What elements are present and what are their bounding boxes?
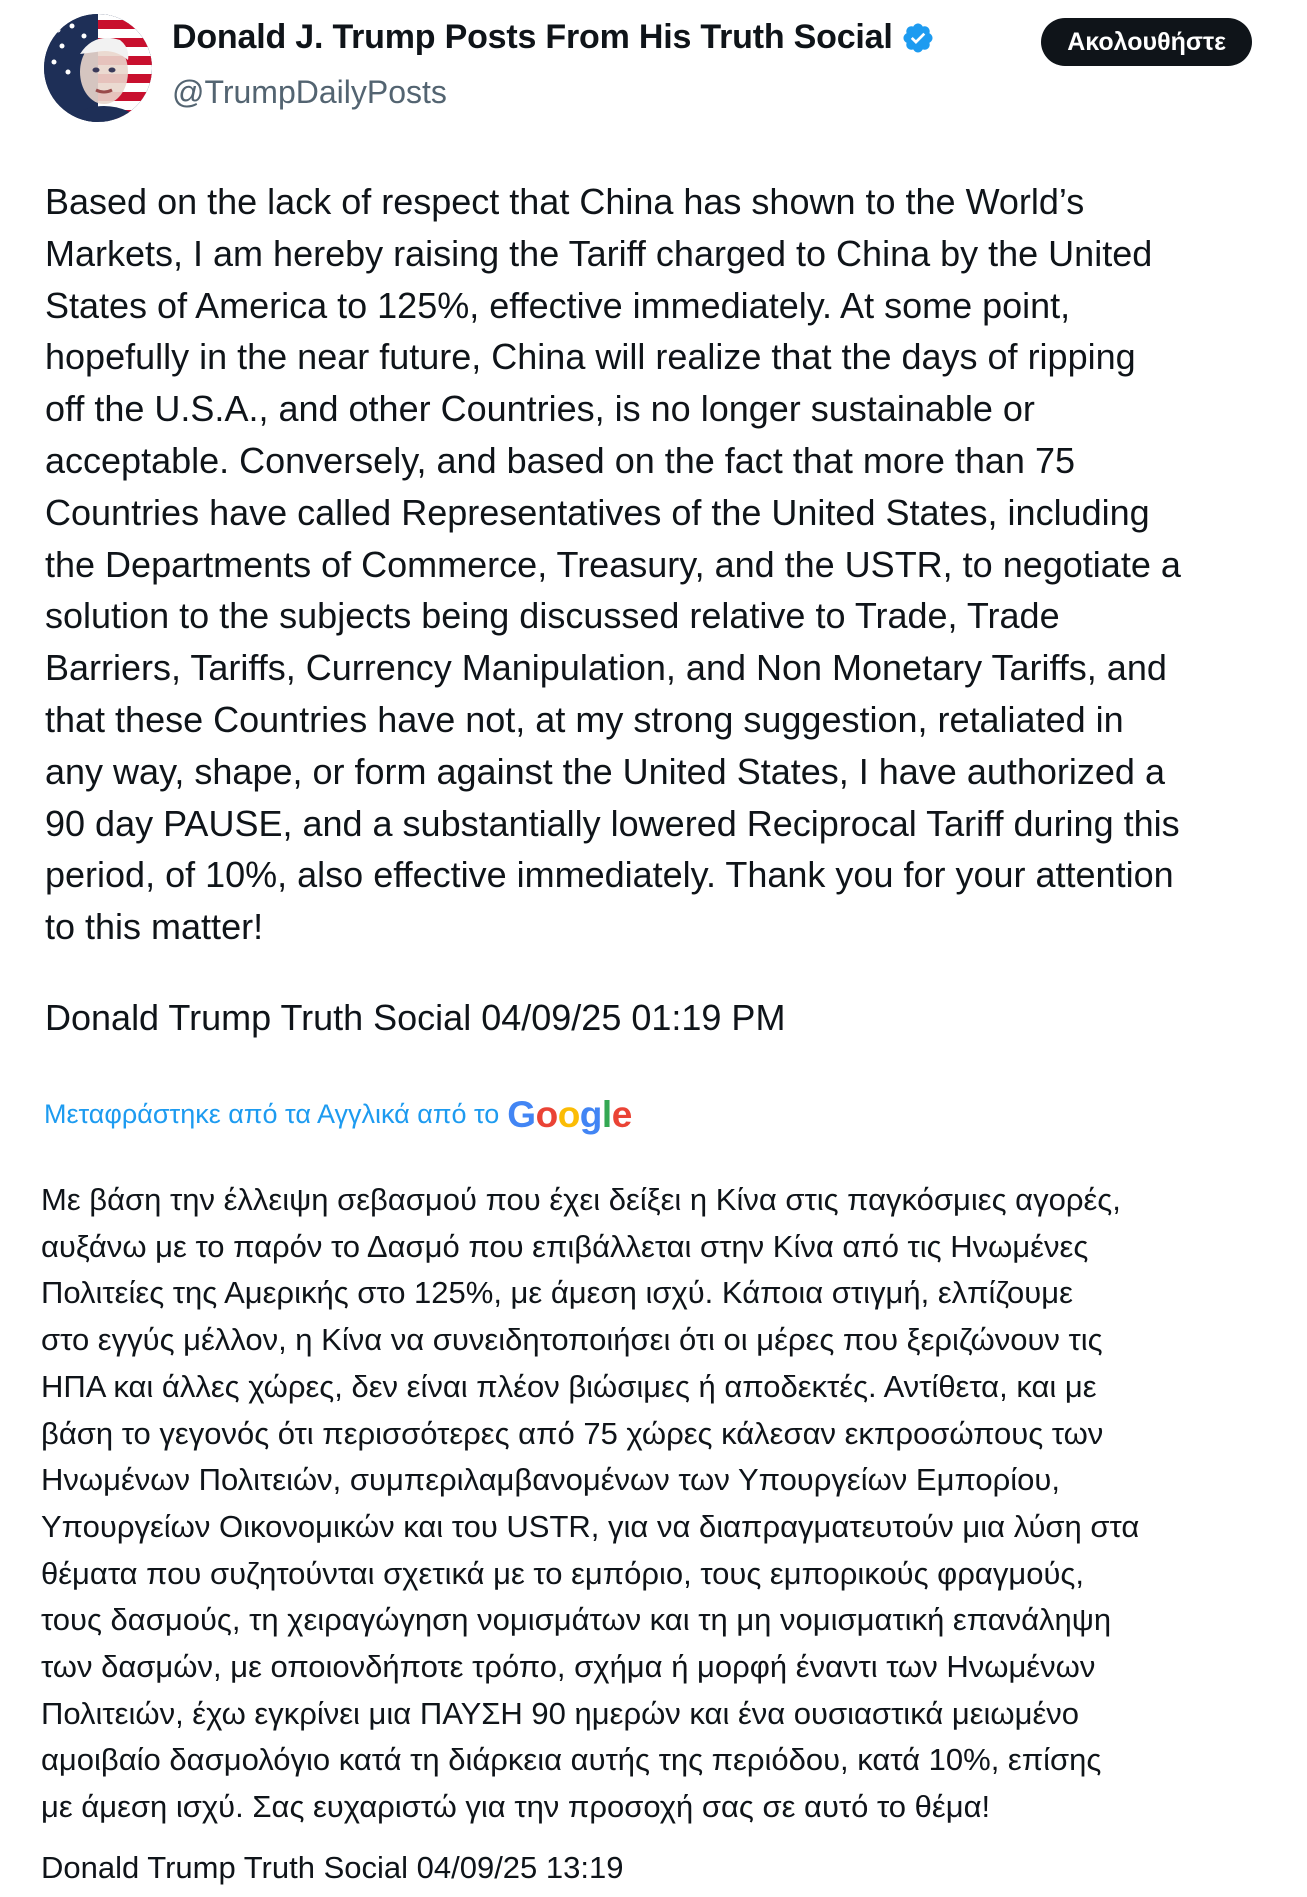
follow-button[interactable]: Ακολουθήστε <box>1041 18 1252 66</box>
translated-post-text: Με βάση την έλλειψη σεβασμού που έχει δείξει η Κίνα στις παγκόσμιες αγορές, αυξάνω με το παρόν το Δασμό που επιβάλλεται στην Κίνα από τις Ηνωμένες Πολιτείες της Αμερικής στο 125%, με άμεση ισχύ. Κάποια στιγμή, ελπίζουμε στο εγγύς μέλλον, η Κίνα να συνειδητοποιήσει ότι οι μέρες που ξεριζώνουν τις ΗΠΑ και άλλες χώρες, δεν είναι πλέον βιώσιμες ή αποδεκτές. Αντίθετα, και με βάση το γεγονός ότι περισσότερες από 75 χώρες κάλεσαν εκπροσώπους των Ηνωμένων Πολιτειών, συμπεριλαμβανομένων των Υπουργείων Εμπορίου, Υπουργείων Οικονομικών και του USTR, για να διαπραγματευτούν μια λύση στα θέματα που συζητούνται σχετικά με το εμπόριο, τους εμπορικούς φραγμούς, τους δασμούς, τη χειραγώγηση νομισμάτων και τη μη νομισματική επανάληψη των δασμών, με οποιονδήποτε τρόπο, σχήμα ή μορφή έναντι των Ηνωμένων Πολιτειών, έχω εγκρίνει μια ΠΑΥΣΗ 90 ημερών και ένα ουσιαστικά μειωμένο αμοιβαίο δασμολόγιο κατά τη διάρκεια αυτής της περιόδου, κατά 10%, επίσης με άμεση ισχύ. Σας ευχαριστώ για την προσοχή σας σε αυτό το θέμα! <box>41 1182 1140 1825</box>
post-signature: Donald Trump Truth Social 04/09/25 01:19 PM <box>45 997 786 1038</box>
avatar-flag-portrait-icon <box>44 14 152 122</box>
google-logo-icon: Google <box>507 1094 632 1135</box>
translated-signature: Donald Trump Truth Social 04/09/25 13:19 <box>41 1850 624 1885</box>
post-body-text: Based on the lack of respect that China has shown to the World’s Markets, I am hereby raising the Tariff charged to China by the United States of America to 125%, effective immediately. At some point, hopefully in the near future, China will realize that the days of ripping off the U.S.A., and other Countries, is no longer sustainable or acceptable. Conversely, and based on the fact that more than 75 Countries have called Representatives of the United States, including the Departments of Commerce, Treasury, and the USTR, to negotiate a solution to the subjects being discussed relative to Trade, Trade Barriers, Tariffs, Currency Manipulation, and Non Monetary Tariffs, and that these Countries have not, at my strong suggestion, retaliated in any way, shape, or form against the United States, I have authorized a 90 day PAUSE, and a substantially lowered Reciprocal Tariff during this period, of 10%, also effective immediately. Thank you for your attention to this matter! <box>45 181 1181 948</box>
post-header <box>44 14 1264 114</box>
author-display-name[interactable]: Donald J. Trump Posts From His Truth Social <box>172 18 893 56</box>
translation-attribution[interactable] <box>44 1096 632 1133</box>
translation-label[interactable]: Μεταφράστηκε από τα Αγγλικά από το <box>44 1099 500 1129</box>
verified-badge-icon <box>901 21 935 55</box>
avatar[interactable] <box>44 14 152 122</box>
author-name-row[interactable] <box>172 18 935 57</box>
author-handle[interactable]: @TrumpDailyPosts <box>172 74 447 110</box>
